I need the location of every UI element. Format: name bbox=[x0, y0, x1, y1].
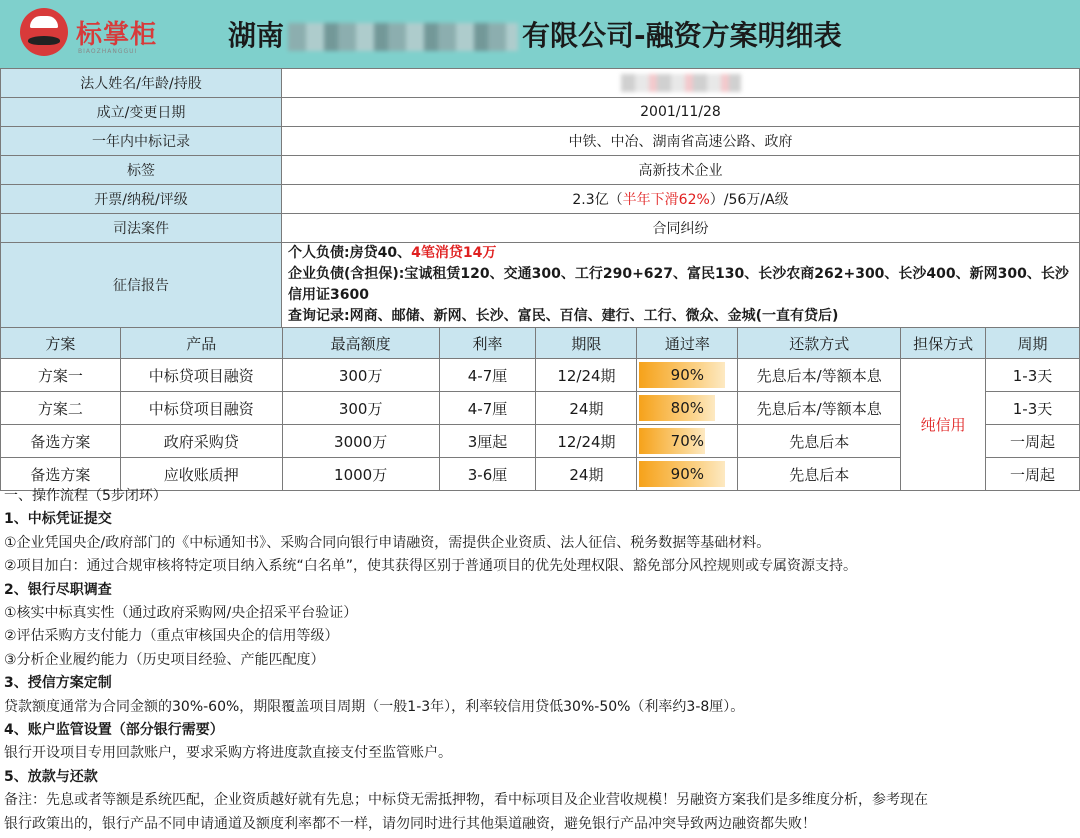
plan-amount: 300万 bbox=[282, 359, 439, 392]
plan-product: 政府采购贷 bbox=[120, 425, 282, 458]
col-header: 利率 bbox=[439, 328, 536, 359]
consumer-loan-highlight: 4笔消贷14万 bbox=[411, 245, 497, 261]
plan-repay: 先息后本/等额本息 bbox=[738, 392, 901, 425]
col-header: 担保方式 bbox=[901, 328, 986, 359]
info-label: 成立/变更日期 bbox=[1, 98, 282, 127]
plan-cycle: 一周起 bbox=[986, 458, 1080, 491]
logo-name: 标掌柜 bbox=[76, 20, 158, 50]
info-row bbox=[1, 185, 1080, 214]
plan-product: 应收账质押 bbox=[120, 458, 282, 491]
plan-rate: 3厘起 bbox=[439, 425, 536, 458]
plan-rate: 3-6厘 bbox=[439, 458, 536, 491]
plan-amount: 300万 bbox=[282, 392, 439, 425]
pass-rate-text: 90% bbox=[670, 366, 705, 384]
tax-rating-text: ）/56万/A级 bbox=[709, 192, 789, 208]
pass-rate-text: 80% bbox=[670, 399, 705, 417]
info-row bbox=[1, 127, 1080, 156]
plan-term: 12/24期 bbox=[536, 359, 637, 392]
plan-term: 12/24期 bbox=[536, 425, 637, 458]
info-value-redacted bbox=[282, 69, 1080, 98]
info-value: 高新技术企业 bbox=[282, 156, 1080, 185]
col-header: 周期 bbox=[986, 328, 1080, 359]
note-line: 贷款额度通常为合同金额的30%-60%，期限覆盖项目周期（一般1-3年），利率较信用贷低30%-50%（利率约3-8厘）。 bbox=[4, 698, 745, 715]
col-header: 还款方式 bbox=[738, 328, 901, 359]
redacted-legal-person bbox=[621, 74, 741, 92]
note-line: ①核实中标真实性（通过政府采购网/央企招采平台验证） bbox=[4, 605, 358, 622]
plan-cycle: 1-3天 bbox=[986, 392, 1080, 425]
info-label: 法人姓名/年龄/持股 bbox=[1, 69, 282, 98]
pass-rate-cell bbox=[637, 425, 738, 458]
query-record-line: 查询记录:网商、邮储、新网、长沙、富民、百信、建行、工行、微众、金城(一直有贷后) bbox=[288, 308, 839, 324]
revenue-text: 2.3亿（ bbox=[572, 192, 623, 208]
redacted-company-name bbox=[288, 23, 518, 51]
info-value: 中铁、中冶、湖南省高速公路、政府 bbox=[282, 127, 1080, 156]
financing-plan-table bbox=[0, 327, 1080, 491]
credit-report-label: 征信报告 bbox=[1, 243, 282, 328]
note-heading: 4、账户监管设置（部分银行需要） bbox=[4, 722, 224, 739]
note-line: 一、操作流程（5步闭环） bbox=[4, 488, 167, 504]
header-bar bbox=[0, 0, 1080, 69]
note-line: 银行政策出的，银行产品不同申请通道及额度利率都不一样，请勿同时进行其他渠道融资，避免银行产品冲突导致两边融资都失败！ bbox=[4, 815, 816, 832]
plan-rate: 4-7厘 bbox=[439, 392, 536, 425]
personal-debt-line bbox=[288, 243, 1073, 264]
info-label: 标签 bbox=[1, 156, 282, 185]
plan-repay: 先息后本 bbox=[738, 425, 901, 458]
note-line: ③分析企业履约能力（历史项目经验、产能匹配度） bbox=[4, 651, 325, 668]
note-heading: 2、银行尽职调查 bbox=[4, 581, 112, 598]
note-line: 备注：先息或者等额是系统匹配，企业资质越好就有先息；中标贷无需抵押物，看中标项目及企业营收规模！另融资方案我们是多维度分析，参考现在 bbox=[4, 792, 928, 809]
plan-name: 备选方案 bbox=[1, 458, 121, 491]
personal-debt-text: 个人负债:房贷40、 bbox=[288, 245, 412, 261]
note-line: 银行开设项目专用回款账户，要求采购方将进度款直接支付至监管账户。 bbox=[4, 745, 452, 762]
logo-mascot-icon bbox=[20, 8, 68, 56]
revenue-decline-highlight: 半年下滑62% bbox=[622, 192, 710, 208]
info-value bbox=[282, 185, 1080, 214]
col-header: 通过率 bbox=[637, 328, 738, 359]
info-row bbox=[1, 98, 1080, 127]
plan-cycle: 一周起 bbox=[986, 425, 1080, 458]
info-value: 合同纠纷 bbox=[282, 214, 1080, 243]
credit-report-row bbox=[1, 243, 1080, 328]
col-header: 产品 bbox=[120, 328, 282, 359]
info-label: 司法案件 bbox=[1, 214, 282, 243]
brand-logo bbox=[20, 8, 160, 58]
logo-subtitle: BIAOZHANGGUI bbox=[78, 48, 138, 55]
info-row bbox=[1, 156, 1080, 185]
info-row bbox=[1, 69, 1080, 98]
page-title bbox=[228, 14, 842, 54]
note-line: ②评估采购方支付能力（重点审核国央企的信用等级） bbox=[4, 628, 339, 645]
plan-name: 备选方案 bbox=[1, 425, 121, 458]
plan-amount: 3000万 bbox=[282, 425, 439, 458]
pass-rate-text: 90% bbox=[670, 465, 705, 483]
note-heading: 5、放款与还款 bbox=[4, 768, 98, 785]
title-suffix: 有限公司-融资方案明细表 bbox=[522, 19, 842, 52]
plan-product: 中标贷项目融资 bbox=[120, 392, 282, 425]
note-line: ①企业凭国央企/政府部门的《中标通知书》、采购合同向银行申请融资，需提供企业资质、法人征信、税务数据等基础材料。 bbox=[4, 534, 771, 551]
pass-rate-cell bbox=[637, 359, 738, 392]
info-value: 2001/11/28 bbox=[282, 98, 1080, 127]
process-notes bbox=[4, 485, 1076, 836]
plan-repay: 先息后本/等额本息 bbox=[738, 359, 901, 392]
col-header: 方案 bbox=[1, 328, 121, 359]
company-info-table bbox=[0, 68, 1080, 328]
pass-rate-text: 70% bbox=[670, 432, 705, 450]
plan-rate: 4-7厘 bbox=[439, 359, 536, 392]
info-label: 一年内中标记录 bbox=[1, 127, 282, 156]
plan-name: 方案二 bbox=[1, 392, 121, 425]
corporate-debt-line: 企业负债(含担保):宝诚租赁120、交通300、工行290+627、富民130、长沙农商262+300、长沙400、新网300、长沙信用证3600 bbox=[288, 266, 1069, 303]
plan-term: 24期 bbox=[536, 458, 637, 491]
info-label: 开票/纳税/评级 bbox=[1, 185, 282, 214]
title-prefix: 湖南 bbox=[228, 19, 285, 52]
pass-rate-cell bbox=[637, 392, 738, 425]
note-heading: 1、中标凭证提交 bbox=[4, 511, 112, 528]
plan-repay: 先息后本 bbox=[738, 458, 901, 491]
col-header: 最高额度 bbox=[282, 328, 439, 359]
plan-name: 方案一 bbox=[1, 359, 121, 392]
note-heading: 3、授信方案定制 bbox=[4, 675, 112, 692]
plan-row bbox=[1, 359, 1080, 392]
guarantee-type: 纯信用 bbox=[901, 359, 986, 491]
plan-product: 中标贷项目融资 bbox=[120, 359, 282, 392]
plan-term: 24期 bbox=[536, 392, 637, 425]
credit-report-details bbox=[282, 243, 1080, 328]
plan-amount: 1000万 bbox=[282, 458, 439, 491]
col-header: 期限 bbox=[536, 328, 637, 359]
plan-header-row bbox=[1, 328, 1080, 359]
plan-cycle: 1-3天 bbox=[986, 359, 1080, 392]
info-row bbox=[1, 214, 1080, 243]
note-line: ②项目加白：通过合规审核将特定项目纳入系统“白名单”，使其获得区别于普通项目的优先处理权限、豁免部分风控规则或专属资源支持。 bbox=[4, 558, 858, 575]
